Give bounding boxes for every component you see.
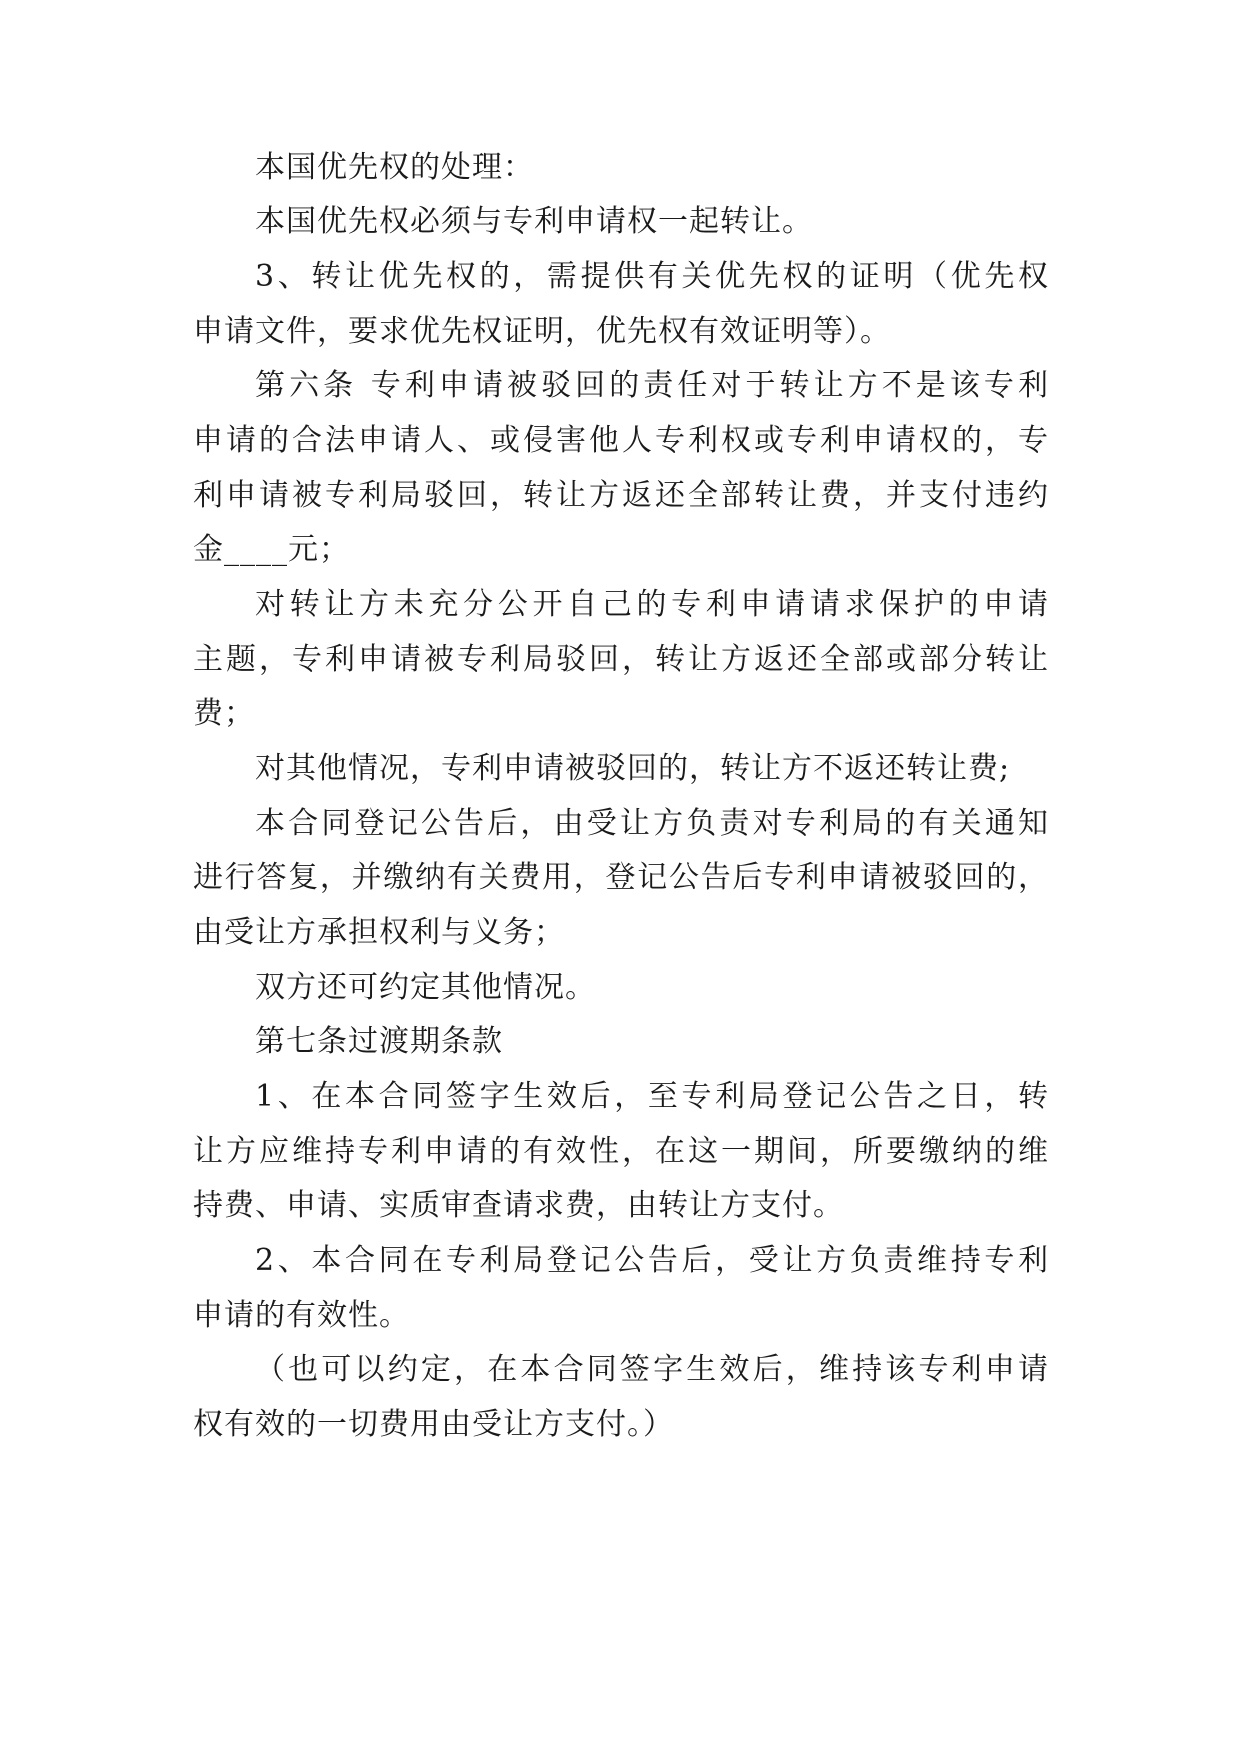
paragraph-line: 持费、申请、实质审查请求费，由转让方支付。	[193, 1188, 844, 1223]
paragraph-line: 进行答复，并缴纳有关费用，登记公告后专利申请被驳回的，	[193, 860, 1049, 895]
paragraph-line: 1、在本合同签字生效后，至专利局登记公告之日，转	[255, 1079, 1049, 1114]
paragraph-line: 对转让方未充分公开自己的专利申请请求保护的申请	[255, 587, 1049, 622]
paragraph-line: 第六条 专利申请被驳回的责任对于转让方不是该专利	[255, 368, 1049, 403]
paragraph-line: 由受让方承担权利与义务；	[193, 915, 565, 950]
paragraph-line: 本国优先权必须与专利申请权一起转让。	[255, 204, 813, 239]
paragraph-line: 申请的合法申请人、或侵害他人专利权或专利申请权的，专	[193, 423, 1049, 458]
section-heading: 第七条过渡期条款	[255, 1024, 503, 1059]
paragraph-line: 申请文件，要求优先权证明，优先权有效证明等）。	[193, 314, 891, 349]
paragraph-line: 利申请被专利局驳回，转让方返还全部转让费，并支付违约	[193, 478, 1049, 513]
paragraph-line: 权有效的一切费用由受让方支付。）	[193, 1407, 674, 1442]
paragraph-line: 本国优先权的处理：	[255, 150, 534, 185]
paragraph-line: 3、转让优先权的，需提供有关优先权的证明（优先权	[255, 259, 1049, 294]
paragraph-line: 对其他情况，专利申请被驳回的，转让方不返还转让费;	[255, 751, 1011, 786]
paragraph-line: 主题，专利申请被专利局驳回，转让方返还全部或部分转让	[193, 642, 1049, 677]
paragraph-line: 双方还可约定其他情况。	[255, 970, 596, 1005]
paragraph-line: 费；	[193, 696, 255, 731]
paragraph-line: 金____元；	[193, 532, 350, 567]
paragraph-line: 让方应维持专利申请的有效性，在这一期间，所要缴纳的维	[193, 1134, 1049, 1169]
paragraph-line: 申请的有效性。	[193, 1298, 410, 1333]
paragraph-line: 2、本合同在专利局登记公告后，受让方负责维持专利	[255, 1243, 1049, 1278]
paragraph-line: 本合同登记公告后，由受让方负责对专利局的有关通知	[255, 806, 1049, 841]
paragraph-line: （也可以约定，在本合同签字生效后，维持该专利申请	[255, 1352, 1049, 1387]
